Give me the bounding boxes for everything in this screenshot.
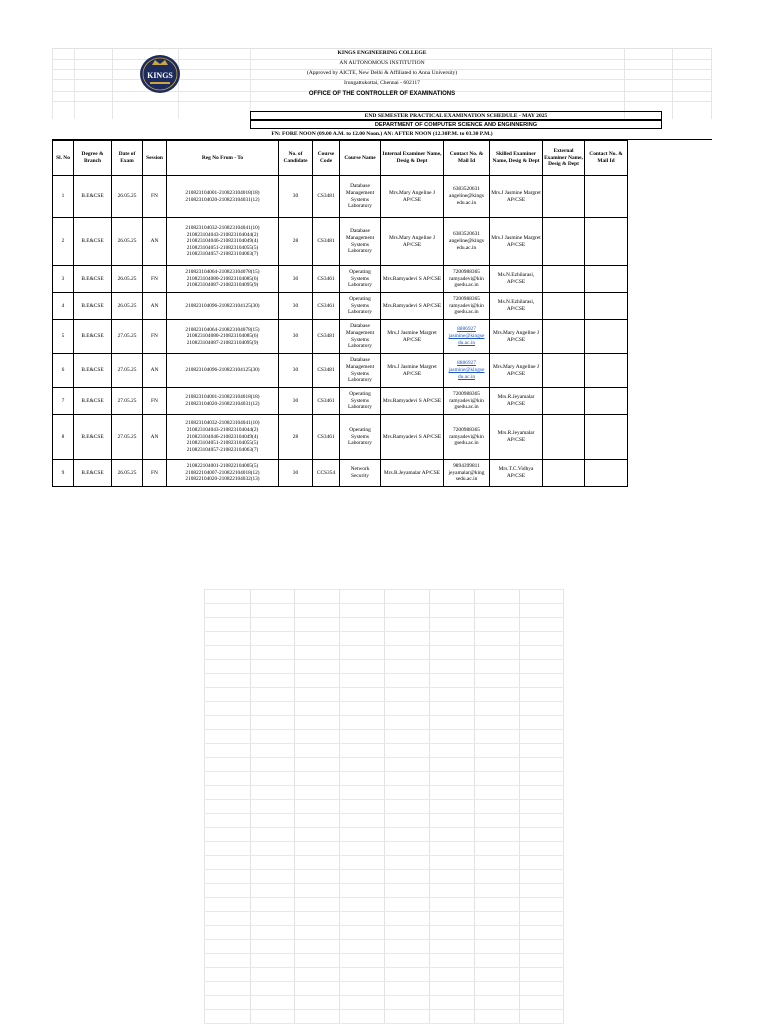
cell-candidate-count: 30	[279, 266, 313, 293]
cell-date: 26.05.25	[112, 460, 143, 487]
reg-range: 210823104043-210823104044(2)	[186, 231, 259, 238]
grid-row-line	[204, 939, 564, 940]
cell-course-code: CS3481	[313, 320, 340, 354]
cell-course-code: CS3481	[313, 176, 340, 218]
cell-external-contact	[585, 354, 628, 388]
cell-external-contact	[585, 388, 628, 415]
cell-course-name: Network Security	[340, 460, 381, 487]
cell-reg-no	[167, 218, 279, 266]
col-skilled-examiner: Skilled Examiner Name, Desig & Dept	[490, 141, 543, 176]
reg-range: 210823104057-210823104063(7)	[186, 446, 259, 453]
grid-row-line	[204, 953, 564, 954]
cell-external-examiner	[543, 354, 585, 388]
reg-range: 210823104064-210823104078(15)	[185, 269, 260, 276]
table-row	[53, 354, 628, 388]
grid-row-line	[204, 1009, 564, 1010]
grid-row-line	[204, 589, 564, 590]
grid-row-line	[204, 799, 564, 800]
office-title: OFFICE OF THE CONTROLLER OF EXAMINATIONS	[308, 91, 456, 97]
col-reg-no: Reg No From - To	[167, 141, 279, 176]
cell-external-contact	[585, 293, 628, 320]
cell-course-code: CS3481	[313, 218, 340, 266]
table-row	[53, 388, 628, 415]
table-header-row	[53, 141, 628, 176]
col-degree-branch: Degree & Branch	[74, 141, 112, 176]
cell-reg-no	[167, 460, 279, 487]
cell-contact: 7200988365 ramyadevi@kin gsedu.ac.in	[444, 293, 490, 320]
cell-reg-no	[167, 176, 279, 218]
cell-external-examiner	[543, 293, 585, 320]
cell-reg-no	[167, 388, 279, 415]
cell-skilled-examiner: Mrs.J Jasmine Margret AP/CSE	[490, 218, 543, 266]
grid-row-line	[204, 925, 564, 926]
grid-row-line	[204, 673, 564, 674]
cell-sl-no: 9	[53, 460, 74, 487]
reg-range: 210823104057-210823104063(7)	[186, 251, 259, 258]
cell-branch: B.E&CSE	[74, 415, 112, 460]
cell-skilled-examiner: Mrs.T.C.Vidhya AP/CSE	[490, 460, 543, 487]
cell-skilled-examiner: Mrs.Mary Angeline J AP/CSE	[490, 320, 543, 354]
cell-candidate-count: 28	[279, 415, 313, 460]
cell-internal-examiner: Mrs.Ramyadevi S AP/CSE	[381, 293, 444, 320]
reg-range: 210823104032-210823104041(10)	[185, 224, 260, 231]
grid-row-line	[204, 771, 564, 772]
grid-row-line	[204, 701, 564, 702]
grid-column-line	[339, 589, 340, 1024]
cell-date: 26.05.25	[112, 218, 143, 266]
cell-external-examiner	[543, 320, 585, 354]
cell-candidate-count: 28	[279, 218, 313, 266]
grid-row-line	[204, 911, 564, 912]
grid-column-line	[563, 589, 564, 1024]
reg-range: 210823104051-210823104055(5)	[186, 244, 259, 251]
cell-course-code: CS3461	[313, 388, 340, 415]
grid-row-line	[204, 883, 564, 884]
grid-row-line	[204, 659, 564, 660]
grid-row-line	[204, 715, 564, 716]
cell-branch: B.E&CSE	[74, 293, 112, 320]
table-row	[53, 266, 628, 293]
grid-column-line	[250, 589, 251, 1024]
cell-course-name: Operating Systems Laboratory	[340, 293, 381, 320]
cell-sl-no: 4	[53, 293, 74, 320]
grid-row-line	[204, 981, 564, 982]
reg-range: 210823104032-210823104041(10)	[185, 420, 260, 427]
cell-sl-no: 6	[53, 354, 74, 388]
grid-row-line	[204, 897, 564, 898]
cell-external-examiner	[543, 218, 585, 266]
col-external-examiner: External Examiner Name, Desig & Dept	[543, 141, 585, 176]
cell-course-name: Operating Systems Laboratory	[340, 266, 381, 293]
cell-reg-no	[167, 266, 279, 293]
cell-contact: 6383520631 angeline@kings edu.ac.in	[444, 176, 490, 218]
reg-range: 210822104001-210822104005(5)	[186, 463, 259, 470]
cell-external-examiner	[543, 460, 585, 487]
cell-course-name: Database Management Systems Laboratory	[340, 218, 381, 266]
table-row	[53, 218, 628, 266]
cell-sl-no: 5	[53, 320, 74, 354]
college-name: KINGS ENGINEERING COLLEGE	[337, 50, 427, 56]
grid-row-line	[204, 757, 564, 758]
cell-branch: B.E&CSE	[74, 354, 112, 388]
cell-course-name: Operating Systems Laboratory	[340, 388, 381, 415]
cell-reg-no	[167, 320, 279, 354]
cell-internal-examiner: Mrs.Ramyadevi S AP/CSE	[381, 388, 444, 415]
col-course-name: Course Name	[340, 141, 381, 176]
cell-contact: 7200988365 ramyadevi@kin gsedu.ac.in	[444, 415, 490, 460]
reg-range: 210823104096-210823104125(30)	[185, 302, 260, 309]
grid-row-line	[204, 729, 564, 730]
cell-candidate-count: 30	[279, 320, 313, 354]
table-row	[53, 176, 628, 218]
col-sl-no: Sl. No	[53, 141, 74, 176]
cell-session: AN	[143, 293, 167, 320]
cell-skilled-examiner: Mrs.J Jasmine Margret AP/CSE	[490, 176, 543, 218]
reg-range: 210823104020-210823104031(12)	[185, 196, 260, 203]
cell-candidate-count: 30	[279, 354, 313, 388]
cell-candidate-count: 30	[279, 460, 313, 487]
reg-range: 210823104001-210823104018(18)	[185, 394, 260, 401]
reg-range: 210822104007-210822104018(12)	[185, 469, 260, 476]
reg-range: 210823104020-210823104031(12)	[185, 401, 260, 407]
cell-contact: 6383520631 angeline@kings edu.ac.in	[444, 218, 490, 266]
empty-sheet-grid	[204, 589, 564, 1024]
col-external-contact: Contact No. & Mail Id	[585, 141, 628, 176]
cell-contact	[444, 320, 490, 354]
cell-reg-no	[167, 415, 279, 460]
cell-session: FN	[143, 320, 167, 354]
cell-course-name: Database Management Systems Laboratory	[340, 354, 381, 388]
cell-session: FN	[143, 176, 167, 218]
reg-range: 210823104096-210823104125(30)	[185, 367, 260, 374]
institution-status: AN AUTONOMOUS INSTITUTION	[339, 60, 425, 66]
cell-date: 27.05.25	[112, 320, 143, 354]
cell-internal-examiner: Mrs.Ramyadevi S AP/CSE	[381, 266, 444, 293]
cell-internal-examiner: Mrs.Ramyadevi S AP/CSE	[381, 415, 444, 460]
cell-course-code: CS3481	[313, 354, 340, 388]
cell-external-examiner	[543, 415, 585, 460]
grid-row-line	[204, 967, 564, 968]
grid-row-line	[204, 827, 564, 828]
cell-date: 26.05.25	[112, 266, 143, 293]
grid-row-line	[204, 603, 564, 604]
cell-skilled-examiner: Mrs.Mary Angeline J AP/CSE	[490, 354, 543, 388]
reg-range: 210823104046-210823104049(4)	[186, 433, 259, 440]
cell-external-examiner	[543, 176, 585, 218]
cell-contact: 7200988365 ramyadevi@kin gsedu.ac.in	[444, 388, 490, 415]
cell-branch: B.E&CSE	[74, 460, 112, 487]
cell-reg-no	[167, 354, 279, 388]
cell-external-contact	[585, 266, 628, 293]
grid-row-line	[204, 841, 564, 842]
col-session: Session	[143, 141, 167, 176]
grid-row-line	[204, 855, 564, 856]
col-course-code: Course Code	[313, 141, 340, 176]
col-no-of-candidate: No. of Candidate	[279, 141, 313, 176]
grid-row-line	[204, 631, 564, 632]
grid-row-line	[204, 743, 564, 744]
mail-link[interactable]: 8886927 jasmine@kingse du.ac.in	[448, 326, 485, 346]
cell-skilled-examiner: Ms.N.Ezhilarasi, AP/CSE	[490, 293, 543, 320]
reg-range: 210823104080-210823104085(6)	[186, 275, 259, 282]
cell-contact: 7200988365 ramyadevi@kin gsedu.ac.in	[444, 266, 490, 293]
cell-contact	[444, 354, 490, 388]
cell-course-code: CS3461	[313, 293, 340, 320]
cell-date: 27.05.25	[112, 354, 143, 388]
table-row	[53, 320, 628, 354]
cell-course-code: CS3461	[313, 266, 340, 293]
cell-candidate-count: 30	[279, 388, 313, 415]
cell-external-contact	[585, 415, 628, 460]
col-internal-examiner: Internal Examiner Name, Desig & Dept	[381, 141, 444, 176]
cell-skilled-examiner: Mrs.R.Jeyamalar AP/CSE	[490, 388, 543, 415]
grid-row-line	[204, 645, 564, 646]
cell-sl-no: 2	[53, 218, 74, 266]
grid-column-line	[474, 589, 475, 1024]
reg-range: 210822104020-210822104032(13)	[185, 476, 260, 483]
grid-column-line	[429, 589, 430, 1024]
cell-branch: B.E&CSE	[74, 388, 112, 415]
cell-sl-no: 7	[53, 388, 74, 415]
cell-internal-examiner: Mrs.J Jasmine Margret AP/CSE	[381, 320, 444, 354]
grid-row-line	[204, 869, 564, 870]
cell-branch: B.E&CSE	[74, 176, 112, 218]
col-contact: Contact No. & Mail Id	[444, 141, 490, 176]
grid-row-line	[204, 617, 564, 618]
cell-session: FN	[143, 266, 167, 293]
cell-date: 27.05.25	[112, 415, 143, 460]
reg-range: 210823104087-210823104095(9)	[186, 339, 259, 346]
reg-range: 210823104051-210823104055(5)	[186, 440, 259, 447]
college-address: Irungattukottai, Chennai - 602117	[344, 80, 420, 86]
cell-branch: B.E&CSE	[74, 266, 112, 293]
cell-date: 26.05.25	[112, 293, 143, 320]
reg-range: 210823104087-210823104095(9)	[186, 282, 259, 289]
cell-course-code: CS3461	[313, 415, 340, 460]
grid-row-line	[204, 995, 564, 996]
cell-session: AN	[143, 218, 167, 266]
cell-external-examiner	[543, 388, 585, 415]
grid-row-line	[204, 687, 564, 688]
cell-contact: 9894399811 jeyamalar@king sedu.ac.in	[444, 460, 490, 487]
grid-column-line	[519, 589, 520, 1024]
logo-text: KINGS	[147, 71, 173, 80]
reg-range: 210823104064-210823104078(15)	[185, 326, 260, 333]
cell-branch: B.E&CSE	[74, 320, 112, 354]
grid-row-line	[204, 813, 564, 814]
cell-external-contact	[585, 218, 628, 266]
cell-sl-no: 8	[53, 415, 74, 460]
cell-course-code: CCS354	[313, 460, 340, 487]
cell-reg-no	[167, 293, 279, 320]
cell-date: 27.05.25	[112, 388, 143, 415]
cell-session: AN	[143, 415, 167, 460]
department-title: DEPARTMENT OF COMPUTER SCIENCE AND ENGINNERING	[250, 120, 662, 129]
cell-internal-examiner: Mrs.R.Jeyamalar AP/CSE	[381, 460, 444, 487]
cell-external-contact	[585, 176, 628, 218]
cell-session: FN	[143, 460, 167, 487]
grid-column-line	[204, 589, 205, 1024]
cell-date: 26.05.25	[112, 176, 143, 218]
cell-internal-examiner: Mrs.J Jasmine Margret AP/CSE	[381, 354, 444, 388]
reg-range: 210823104046-210823104049(4)	[186, 238, 259, 245]
session-timing: FN: FORE NOON (09.00 A.M. to 12.00 Noon.) AN: AFTER NOON (12.30P.M. to 03.30 P.M.)	[52, 129, 712, 140]
grid-row-line	[204, 785, 564, 786]
cell-internal-examiner: Mrs.Mary Angeline J AP/CSE	[381, 176, 444, 218]
grid-column-line	[384, 589, 385, 1024]
reg-range: 210823104043-210823104044(2)	[186, 427, 259, 434]
reg-range: 210823104080-210823104085(6)	[186, 333, 259, 340]
table-row	[53, 415, 628, 460]
cell-internal-examiner: Mrs.Mary Angeline J AP/CSE	[381, 218, 444, 266]
cell-course-name: Operating Systems Laboratory	[340, 415, 381, 460]
table-row	[53, 460, 628, 487]
grid-column-line	[294, 589, 295, 1024]
cell-external-contact	[585, 320, 628, 354]
reg-range: 210823104001-210823104018(18)	[185, 189, 260, 196]
col-date-of-exam: Date of Exam	[112, 141, 143, 176]
cell-skilled-examiner: Mrs.R.Jeyamalar AP/CSE	[490, 415, 543, 460]
cell-external-contact	[585, 460, 628, 487]
cell-session: FN	[143, 388, 167, 415]
schedule-title: END SEMESTER PRACTICAL EXAMINATION SCHEDULE - MAY 2025	[250, 111, 662, 120]
cell-candidate-count: 30	[279, 293, 313, 320]
cell-course-name: Database Management Systems Laboratory	[340, 320, 381, 354]
cell-course-name: Database Management Systems Laboratory	[340, 176, 381, 218]
cell-session: AN	[143, 354, 167, 388]
cell-branch: B.E&CSE	[74, 218, 112, 266]
table-row	[53, 293, 628, 320]
approval-note: (Approved by AICTE, New Delhi & Affiliated to Anna University)	[306, 70, 458, 76]
cell-candidate-count: 30	[279, 176, 313, 218]
cell-external-examiner	[543, 266, 585, 293]
schedule-table	[52, 140, 628, 487]
cell-sl-no: 3	[53, 266, 74, 293]
cell-sl-no: 1	[53, 176, 74, 218]
mail-link[interactable]: 8886927 jasmine@kingse du.ac.in	[448, 360, 485, 380]
cell-skilled-examiner: Ms.N.Ezhilarasi, AP/CSE	[490, 266, 543, 293]
